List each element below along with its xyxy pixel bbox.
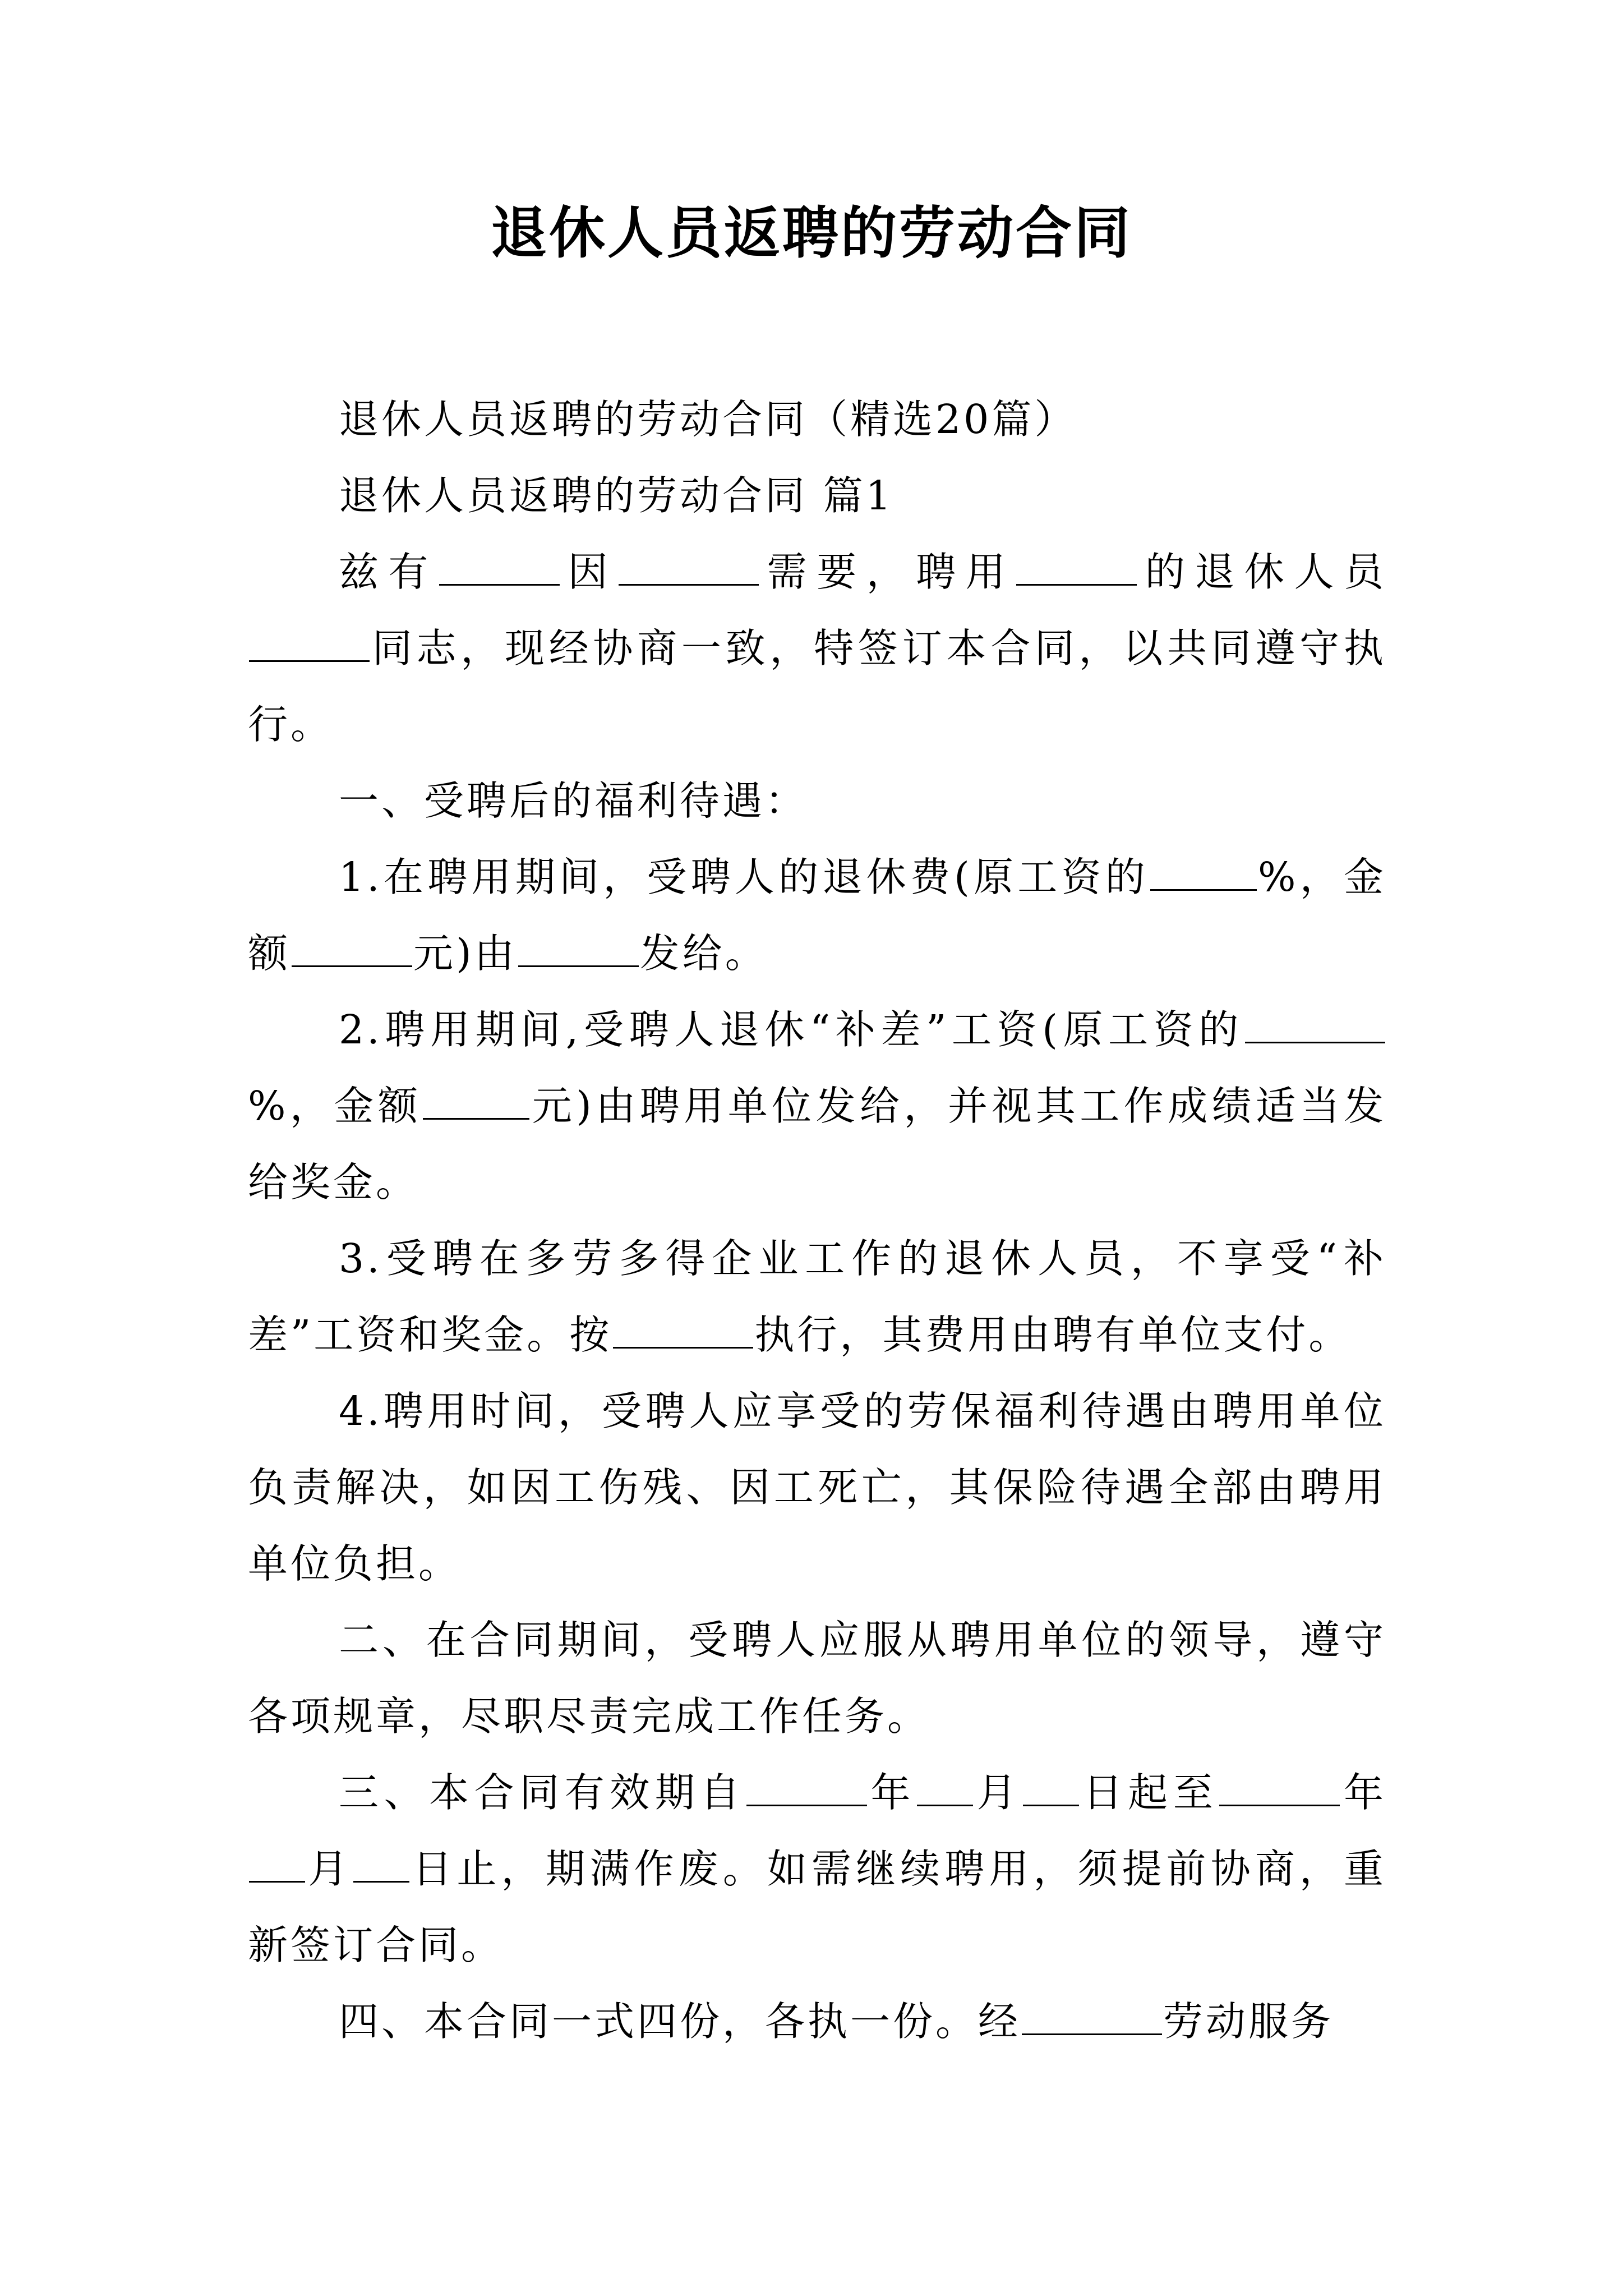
clause3-text-5: 年 [1341, 1769, 1386, 1816]
blank-field [423, 1083, 529, 1120]
section-heading-paragraph [248, 458, 1386, 534]
intro-text-4: 的退休人员 [1138, 549, 1386, 595]
item4-paragraph [248, 1373, 1386, 1602]
blank-field [1219, 1770, 1340, 1806]
item1-paragraph [248, 839, 1386, 992]
blank-field [917, 1770, 973, 1806]
blank-field [249, 625, 370, 662]
intro-text-3: 需要，聘用 [760, 549, 1016, 595]
intro-text-2: 因 [561, 549, 618, 595]
blank-field [1016, 549, 1137, 586]
benefits-heading-paragraph [248, 763, 1386, 839]
item3-paragraph [248, 1221, 1386, 1373]
clause4-paragraph [248, 1984, 1386, 2060]
item4-text: 4.聘用时间，受聘人应享受的劳保福利待遇由聘用单位负责解决，如因工伤残、因工死亡，其保险待遇全部由聘用单位负担。 [248, 1388, 1386, 1587]
clause4-text-2: 劳动服务 [1163, 1998, 1334, 2045]
clause3-text-7: 日止，期满作废。如需继续聘用，须提前协商，重新签订合同。 [248, 1846, 1386, 1968]
clause3-text-3: 月 [974, 1769, 1022, 1816]
item1-text-4: 发给。 [639, 930, 768, 977]
clause3-text-1: 三、本合同有效期自 [339, 1769, 745, 1816]
blank-field [619, 549, 759, 586]
blank-field [1150, 854, 1257, 891]
subtitle-paragraph [248, 381, 1386, 458]
blank-field [518, 931, 639, 967]
clause3-text-2: 年 [868, 1769, 916, 1816]
intro-text-5: 同志，现经协商一致，特签订本合同，以共同遵守执行。 [248, 625, 1386, 748]
intro-paragraph [248, 534, 1386, 763]
item2-paragraph [248, 992, 1386, 1221]
blank-field [1023, 1770, 1079, 1806]
clause3-text-6: 月 [306, 1846, 353, 1892]
blank-field [292, 931, 412, 967]
document-body [248, 381, 1386, 2060]
clause2-text: 二、在合同期间，受聘人应服从聘用单位的领导，遵守各项规章，尽职尽责完成工作任务。 [248, 1617, 1386, 1740]
blank-field [746, 1770, 867, 1806]
clause2-paragraph [248, 1602, 1386, 1755]
item1-text-3: 元)由 [413, 930, 517, 977]
item1-text-2: %，金额 [248, 854, 1386, 977]
blank-field [249, 1846, 305, 1883]
item2-text-1: 2.聘用期间,受聘人退休“补差”工资(原工资的 [339, 1006, 1244, 1053]
blank-field [613, 1312, 753, 1349]
subtitle-text: 退休人员返聘的劳动合同（精选20篇） [339, 396, 1077, 443]
item2-text-3: 元)由聘用单位发给，并视其工作成绩适当发给奖金。 [248, 1083, 1387, 1205]
blank-field [1022, 1999, 1162, 2035]
intro-text-1: 兹有 [339, 549, 439, 595]
section-heading-text: 退休人员返聘的劳动合同 篇1 [339, 472, 894, 519]
item2-text-2: %，金额 [248, 1083, 422, 1129]
blank-field [353, 1846, 409, 1883]
item1-text-1: 1.在聘用期间，受聘人的退休费(原工资的 [339, 854, 1150, 900]
blank-field [1245, 1007, 1385, 1043]
item3-text-1: 3.受聘在多劳多得企业工作的退休人员，不享受“补差”工资和奖金。按 [248, 1235, 1386, 1358]
clause4-text-1: 四、本合同一式四份，各执一份。经 [339, 1998, 1021, 2045]
blank-field [439, 549, 560, 586]
clause3-paragraph [248, 1755, 1386, 1984]
benefits-heading-text: 一、受聘后的福利待遇： [339, 777, 808, 824]
clause3-text-4: 日起至 [1080, 1769, 1219, 1816]
document-title: 退休人员返聘的劳动合同 [491, 200, 1132, 266]
item3-text-2: 执行，其费用由聘有单位支付。 [754, 1312, 1352, 1358]
